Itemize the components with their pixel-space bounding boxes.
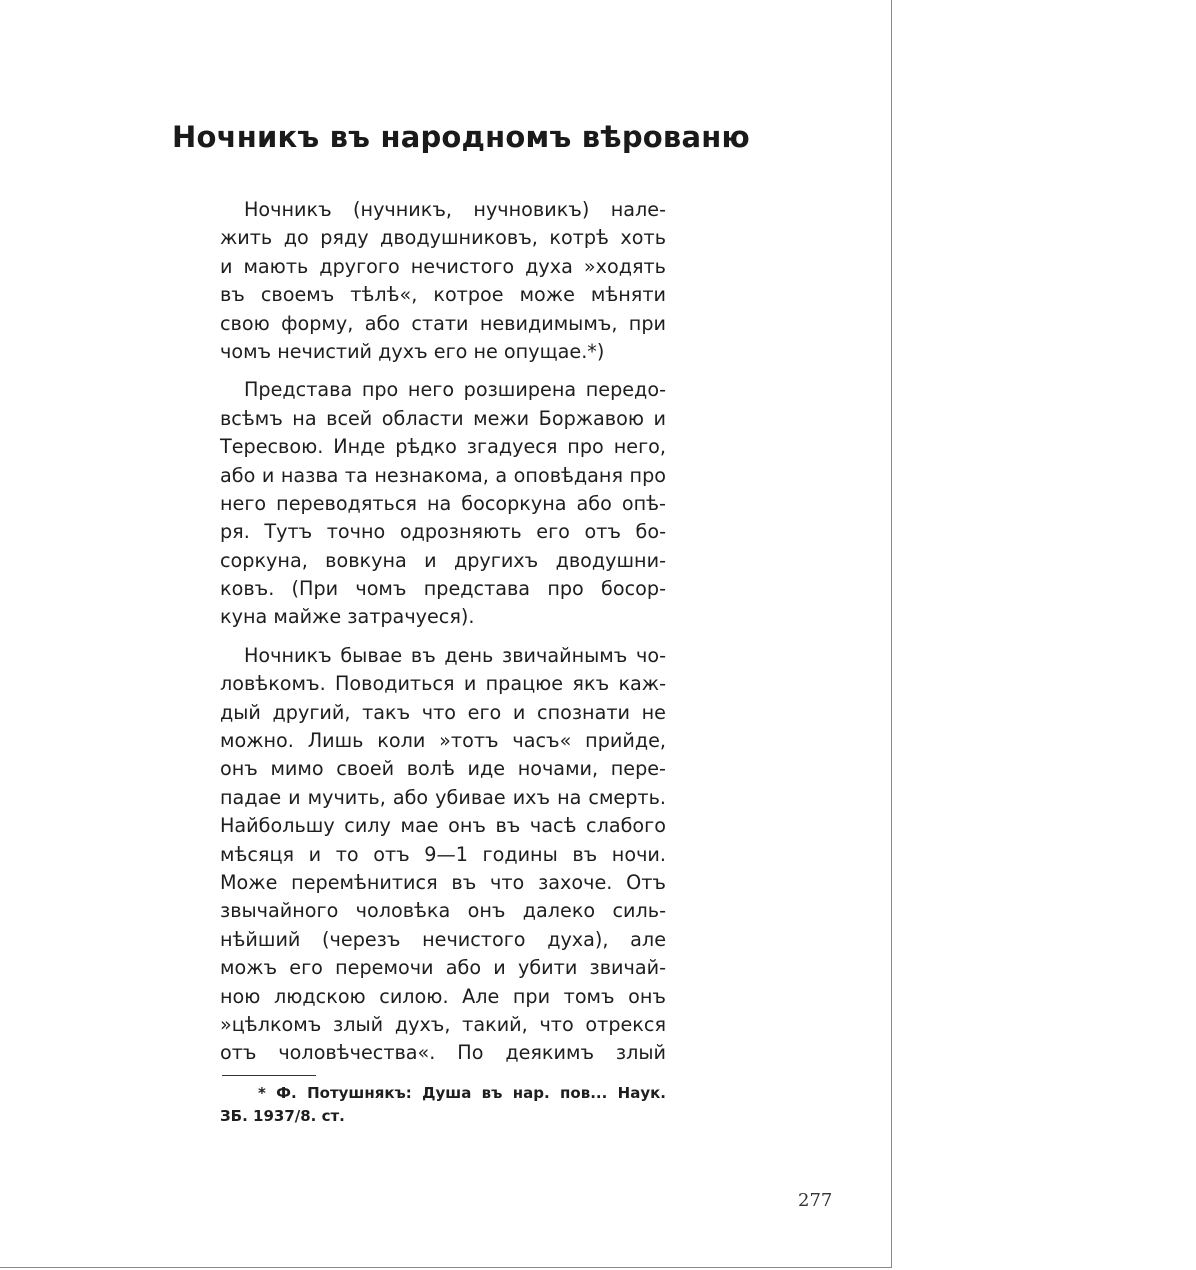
paragraph-1	[220, 196, 666, 366]
paragraph-2	[220, 376, 666, 632]
text-line: Представа про него розширена передо-	[244, 378, 666, 402]
text-line: можъ его перемочи або и убити звичай-	[220, 956, 666, 980]
text-line: або и назва та незнакома, а оповѣданя про	[220, 463, 666, 487]
text-line: падае и мучить, або убивае ихъ на смерть.	[220, 785, 666, 809]
text-line: нѣйший (черезъ нечистого духа), але	[220, 927, 666, 951]
text-line: ря. Тутъ точно одрозняють его отъ бо-	[220, 520, 666, 544]
text-line: мѣсяця и то отъ 9—1 годины въ ночи.	[220, 842, 666, 866]
text-line: онъ мимо своей волѣ иде ночами, пере-	[220, 757, 666, 781]
text-line: Тересвою. Инде рѣдко згадуеся про него,	[220, 435, 666, 459]
text-line: Найбольшу силу мае онъ въ часѣ слабого	[220, 814, 666, 838]
text-line: ковъ. (При чомъ представа про босор-	[220, 577, 666, 601]
text-line: ловѣкомъ. Поводиться и працюе якъ каж-	[220, 672, 666, 696]
text-line: дый другий, такъ что его и спознати не	[220, 700, 666, 724]
text-line: Ночникъ (нучникъ, нучновикъ) нале-	[244, 198, 666, 221]
footnote-line: ЗБ. 1937/8. ст.	[220, 1107, 345, 1125]
text-line: Ночникъ бывае въ день звичайнымъ чо-	[244, 643, 666, 667]
body-text	[220, 196, 666, 1078]
text-line: ною людскою силою. Але при томъ онъ	[220, 984, 666, 1008]
text-line: отъ чоловѣчества«. По деякимъ злый	[220, 1041, 666, 1065]
footnote-line: * Ф. Потушнякъ: Душа въ нар. пов... Наук.	[258, 1084, 666, 1102]
text-line: звычайного чоловѣка онъ далеко силь-	[220, 899, 666, 923]
text-line: куна майже затрачуеся).	[220, 605, 475, 629]
page-title: Ночникъ въ народномъ вѣрованю	[172, 120, 750, 154]
footnote	[220, 1082, 666, 1128]
text-line: Може перемѣнитися въ что захоче. Отъ	[220, 870, 666, 894]
text-line: жить до ряду дводушниковъ, котрѣ хоть	[220, 226, 666, 250]
text-line: и мають другого нечистого духа »ходять	[220, 254, 666, 278]
page-number: 277	[798, 1190, 833, 1211]
text-line: него переводяться на босоркуна або опѣ-	[220, 491, 666, 515]
text-line: »цѣлкомъ злый духъ, такий, что отрекся	[220, 1012, 666, 1036]
paragraph-3	[220, 642, 666, 1068]
text-line: въ своемъ тѣлѣ«, котрое може мѣняти	[220, 283, 666, 307]
text-line: свою форму, або стати невидимымъ, при	[220, 311, 666, 335]
text-line: чомъ нечистий духъ его не опущае.*)	[220, 339, 605, 363]
footnote-divider	[222, 1075, 316, 1076]
text-line: можно. Лишь коли »тотъ часъ« прийде,	[220, 729, 666, 753]
text-line: соркуна, вовкуна и другихъ дводушни-	[220, 548, 666, 572]
text-line: всѣмъ на всей области межи Боржавою и	[220, 406, 666, 430]
